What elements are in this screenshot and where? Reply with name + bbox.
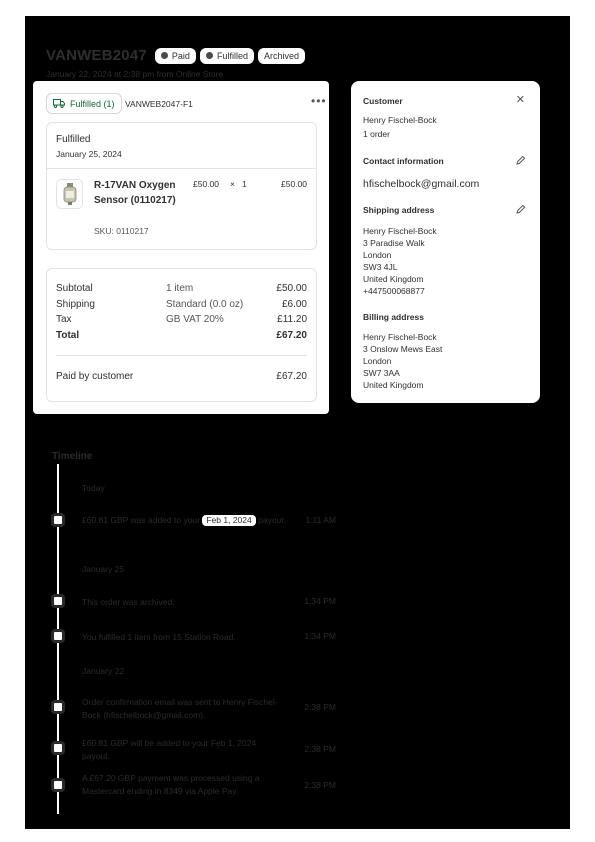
fulfillment-date: January 25, 2024 <box>56 149 122 159</box>
close-icon[interactable]: ✕ <box>515 94 525 106</box>
customer-email-link[interactable]: hfischelbock@gmail.com <box>363 178 480 190</box>
truck-icon <box>53 99 65 108</box>
shipping-address-heading: Shipping address <box>363 205 435 215</box>
timeline-node <box>51 700 65 714</box>
status-badge-paid: Paid <box>155 48 196 64</box>
timeline-day-today: Today <box>82 483 105 493</box>
customer-card <box>351 81 540 403</box>
multiply-sign: × <box>230 179 235 189</box>
timeline-event-archived: This order was archived. <box>82 597 175 607</box>
timeline-event-payout-added: £60.81 GBP was added to your Feb 1, 2024 payout. <box>82 515 286 525</box>
divider <box>56 355 307 356</box>
product-name-link[interactable]: R-17VAN Oxygen Sensor (0110217) <box>94 180 176 206</box>
timeline-time: 2:38 PM <box>304 702 336 712</box>
billing-address: Henry Fischel-Bock 3 Onslow Mews East London SW7 3AA United Kingdom <box>363 332 443 390</box>
timeline-node <box>51 594 65 608</box>
contact-heading: Contact information <box>363 156 444 166</box>
customer-heading: Customer <box>363 96 403 106</box>
payment-summary <box>46 268 317 402</box>
timeline-node <box>51 778 65 792</box>
summary-row-paid: Paid by customer £67.20 <box>56 371 307 382</box>
fulfillment-id: VANWEB2047-F1 <box>125 99 193 109</box>
divider <box>47 168 316 169</box>
order-subtitle: January 22, 2024 at 2:38 pm from Online Store <box>46 69 224 79</box>
timeline-event-confirmation-email[interactable]: Order confirmation email was sent to Henry Fischel-Bock (hfischelbock@gmail.com). <box>82 697 278 720</box>
billing-address-heading: Billing address <box>363 312 424 322</box>
product-line-total: £50.00 <box>281 179 307 189</box>
shipping-address: Henry Fischel-Bock 3 Paradise Walk London SW3 4JL United Kingdom +447500068877 <box>363 226 437 296</box>
order-page <box>25 16 570 829</box>
product-quantity: 1 <box>242 179 247 189</box>
timeline-time: 2:38 PM <box>304 744 336 754</box>
fulfilled-status-pill: Fulfilled (1) <box>46 93 122 114</box>
payout-date-link[interactable]: Feb 1, 2024 <box>202 515 255 526</box>
timeline-event-payout-scheduled[interactable]: £60.81 GBP will be added to your Feb 1, 2024 payout. <box>82 738 257 761</box>
more-actions-icon[interactable]: ••• <box>311 94 327 108</box>
timeline-title: Timeline <box>52 451 93 462</box>
timeline-time: 1:34 PM <box>304 631 336 641</box>
order-header <box>46 47 305 64</box>
timeline-time: 2:38 PM <box>304 780 336 790</box>
status-badge-fulfilled: Fulfilled <box>200 48 254 64</box>
fulfillment-details <box>46 122 317 250</box>
timeline-node <box>51 513 65 527</box>
product-thumbnail[interactable] <box>56 179 83 209</box>
summary-row-shipping: Shipping Standard (0.0 oz) £6.00 <box>56 299 307 310</box>
status-badge-archived: Archived <box>258 48 305 64</box>
timeline-event-fulfilled[interactable]: You fulfilled 1 item from 15 Station Road. <box>82 632 236 642</box>
fulfillment-card <box>33 81 329 414</box>
product-price: £50.00 <box>193 179 219 189</box>
fulfillment-status: Fulfilled <box>56 134 91 145</box>
customer-orders-link[interactable]: 1 order <box>363 129 390 139</box>
timeline-time: 1:34 PM <box>304 596 336 606</box>
product-sku: SKU: 0110217 <box>94 226 149 236</box>
timeline-day-jan25: January 25 <box>82 564 125 574</box>
customer-name-link[interactable]: Henry Fischel-Bock <box>363 115 437 125</box>
summary-row-total: Total £67.20 <box>56 330 307 341</box>
timeline-node <box>51 629 65 643</box>
summary-row-tax: Tax GB VAT 20% £11.20 <box>56 314 307 325</box>
timeline-node <box>51 741 65 755</box>
summary-row-subtotal: Subtotal 1 item £50.00 <box>56 283 307 294</box>
edit-contact-pencil-icon[interactable] <box>515 155 526 166</box>
timeline-time: 1:11 AM <box>305 515 336 525</box>
status-dot-icon <box>161 52 168 59</box>
edit-shipping-pencil-icon[interactable] <box>515 204 526 215</box>
status-dot-icon <box>206 52 213 59</box>
timeline-event-payment-processed[interactable]: A £67.20 GBP payment was processed using a Mastercard ending in 8349 via Apple Pay. <box>82 773 260 796</box>
order-number: VANWEB2047 <box>46 47 147 64</box>
timeline-day-jan22: January 22 <box>82 666 125 676</box>
